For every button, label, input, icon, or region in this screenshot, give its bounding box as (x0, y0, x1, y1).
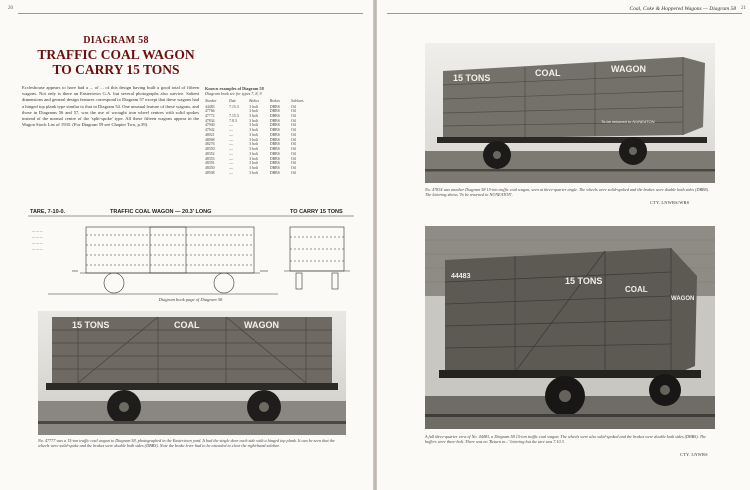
table-cell: 47834 (205, 118, 215, 123)
table-cell: 48276 (205, 142, 215, 147)
table-cell: DBBS (269, 132, 280, 137)
photo2-credit: CTY. LNWRS/WRS (650, 200, 690, 205)
table-cell: 7.15.3 (229, 113, 239, 118)
table-cell: 48352 (205, 151, 215, 156)
table-column-header: Brakes (269, 99, 280, 103)
table-cell: DBBS (269, 156, 280, 161)
table-cell: — (229, 156, 233, 161)
photo2-lettering-tons: 15 TONS (453, 73, 491, 83)
table-heading: Known examples of Diagram 58 (205, 86, 264, 91)
table-cell: 48450 (205, 166, 215, 171)
table-column-header: Number (205, 99, 217, 103)
table-cell: 44483 (205, 104, 215, 109)
table-cell: 7.8.3 (229, 118, 237, 123)
table-cell: Oil (290, 170, 296, 175)
table-cell: 47766 (205, 109, 215, 114)
page-number-left: 20 (8, 6, 13, 11)
table-cell: — (229, 123, 233, 128)
table-column-header: Date (229, 99, 237, 103)
table-cell: DBBS (269, 113, 280, 118)
table-cell: DBBS (269, 137, 280, 142)
drawing-caption: Diagram book page of Diagram 58. (158, 297, 224, 302)
table-cell: 3 bolt (249, 170, 258, 175)
table-cell: Oil (290, 104, 296, 109)
table-cell: 3 bolt (249, 147, 258, 152)
photo3-lettering-tons: 15 TONS (565, 276, 603, 286)
end-elevation (284, 227, 350, 289)
table-cell: 3 bolt (249, 137, 258, 142)
table-cell: 3 bolt (249, 156, 258, 161)
table-cell: 48508 (205, 170, 215, 175)
photo3-lettering-wagon: WAGON (671, 296, 695, 302)
table-cell: — (229, 147, 233, 152)
table-cell: 3 bolt (249, 123, 258, 128)
table-cell: 47772 (205, 113, 215, 118)
header-rule-left (18, 13, 363, 14)
table-cell: — (229, 166, 233, 171)
table-cell: DBBS (269, 128, 280, 133)
table-cell: 3 bolt (249, 151, 258, 156)
svg-text:— — —: — — — (32, 229, 43, 233)
table-cell: Oil (290, 123, 296, 128)
table-cell: — (229, 137, 233, 142)
table-cell: 3 bolt (249, 132, 258, 137)
table-column-header: Bodies (249, 99, 260, 103)
photo3-caption: A full three-quarter view of No. 44483, a Diagram 58 15-ton traffic coal wagon. The wheels were also solid-spoked and the brakes were double both sides (DBBS). The buffers were three-bolt. There was no 'Return to...' lettering but the tare was 7.10.3. (425, 434, 707, 445)
table-cell: Oil (290, 166, 296, 171)
table-cell: — (229, 132, 233, 137)
photo2-lettering-coal: COAL (535, 68, 561, 78)
table-row (205, 171, 317, 176)
photo1-caption: No. 47777 was a 15-ton traffic coal wagon to Diagram 58, photographed in the Eastertown yard. It had the single door each side with a hinged top plank. It can be seen that the wheels were solid-spoke and the brakes were double both sides (DBBS). Note the brake lever had to be extended to clear the right-hand solebar. (38, 438, 335, 449)
table-cell: — (229, 170, 233, 175)
table-cell: 48350 (205, 147, 215, 152)
photo2-lettering-wagon: WAGON (611, 64, 646, 74)
diagram-book-drawing (28, 205, 354, 300)
running-head: Coal, Coke & Hoppered Wagons — Diagram 58 (629, 6, 736, 12)
table-cell: 48021 (205, 132, 215, 137)
photo-wagon-47834 (425, 43, 715, 183)
table-cell: 48068 (205, 137, 215, 142)
table-cell: DBBS (269, 151, 280, 156)
diagram-label: DIAGRAM 58 (83, 35, 149, 46)
photo-wagon-47777 (38, 311, 346, 435)
photo3-lettering-number: 44483 (451, 273, 471, 280)
table-cell: Oil (290, 161, 296, 166)
photo-wagon-44483 (425, 226, 715, 429)
table-cell: DBBS (269, 104, 280, 109)
table-cell: 3 bolt (249, 161, 258, 166)
table-cell: Oil (290, 109, 296, 114)
table-cell: DBBS (269, 118, 280, 123)
table-body (205, 105, 317, 176)
table-cell: Oil (290, 132, 296, 137)
table-cell: — (229, 128, 233, 133)
table-cell: — (229, 161, 233, 166)
dimension-notes (32, 229, 43, 251)
table-cell: DBBS (269, 142, 280, 147)
table-column-header: Solebars (290, 99, 304, 103)
table-cell: 3 bolt (249, 109, 258, 114)
table-cell: DBBS (269, 161, 280, 166)
side-elevation (48, 227, 278, 294)
drawing-tare-label: TARE, 7-10-0. (30, 209, 66, 215)
table-cell: 7.15.3 (229, 104, 239, 109)
table-cell: 3 bolt (249, 128, 258, 133)
table-cell: DBBS (269, 123, 280, 128)
left-page (0, 0, 373, 490)
page-number-right: 21 (741, 6, 746, 11)
drawing-capacity-label: TO CARRY 15 TONS (290, 209, 343, 215)
table-cell: — (229, 142, 233, 147)
table-cell: DBBS (269, 109, 280, 114)
table-cell: 3 bolt (249, 104, 258, 109)
title-line-2: TO CARRY 15 TONS (52, 61, 180, 77)
table-cell: Oil (290, 118, 296, 123)
drawing-title-label: TRAFFIC COAL WAGON — 20.3' LONG (110, 209, 212, 215)
table-cell: 3 bolt (249, 118, 258, 123)
table-cell: DBBS (269, 166, 280, 171)
table-cell: Oil (290, 142, 296, 147)
table-cell: 48353 (205, 156, 215, 161)
examples-table (205, 99, 317, 176)
table-cell: 3 bolt (249, 166, 258, 171)
photo3-lettering-coal: COAL (625, 285, 648, 294)
table-cell: DBBS (269, 147, 280, 152)
table-cell: 3 bolt (249, 142, 258, 147)
photo2-return-note: To be returned to NUNEATON (601, 119, 655, 124)
photo1-lettering-wagon: WAGON (244, 320, 279, 330)
table-cell: Oil (290, 128, 296, 133)
table-cell: 47942 (205, 128, 215, 133)
table-cell: 48391 (205, 161, 215, 166)
diagram-title (30, 36, 202, 77)
table-cell: DBBS (269, 170, 280, 175)
table-cell: Oil (290, 156, 296, 161)
body-text: Eccleshouse appears to have had a ... of ... of this design having built a good total of fifteen wagons. Not only is there an Eastertown G.A. but several photographs also survive. Salient dimensions and general design features correspond to Diagram 57 except that these wagons had a hinged top plank type similar to that in Diagram 54. One unusual feature of these wagons, and those in Diagrams 56 and 57, was the use of wrought iron wheel centres with solid spokes instead of the normal centre of the 'split-spoke' type. All these fifteen wagons appear in the Wagon Stock List of 1935. (For Diagram 59 see Chapter Two, p.39). (22, 85, 199, 128)
header-rule-right (387, 13, 742, 14)
photo1-lettering-tons: 15 TONS (72, 320, 110, 330)
table-cell: — (229, 151, 233, 156)
svg-text:— — —: — — — (32, 247, 43, 251)
table-cell: 47940 (205, 123, 215, 128)
photo2-caption: No. 47834 was another Diagram 58 15-ton traffic coal wagon, seen at three-quarter angle. The wheels were solid-spoked and the brakes were double both sides (DBBS). The lettering shows 'To be returned to NUNEATON'. (425, 187, 710, 198)
table-cell: 3 bolt (249, 113, 258, 118)
table-cell: Oil (290, 113, 296, 118)
table-cell: Oil (290, 137, 296, 142)
table-cell: Oil (290, 147, 296, 152)
examples-table-block (205, 86, 325, 176)
photo1-lettering-coal: COAL (174, 320, 200, 330)
svg-text:— — —: — — — (32, 235, 43, 239)
table-subheading: Diagram book see for types 7, 8, 9 (205, 91, 262, 96)
photo3-credit: CTY. LNWRS (680, 452, 708, 457)
table-cell: Oil (290, 151, 296, 156)
title-line-1: TRAFFIC COAL WAGON (37, 46, 195, 62)
svg-text:— — —: — — — (32, 241, 43, 245)
